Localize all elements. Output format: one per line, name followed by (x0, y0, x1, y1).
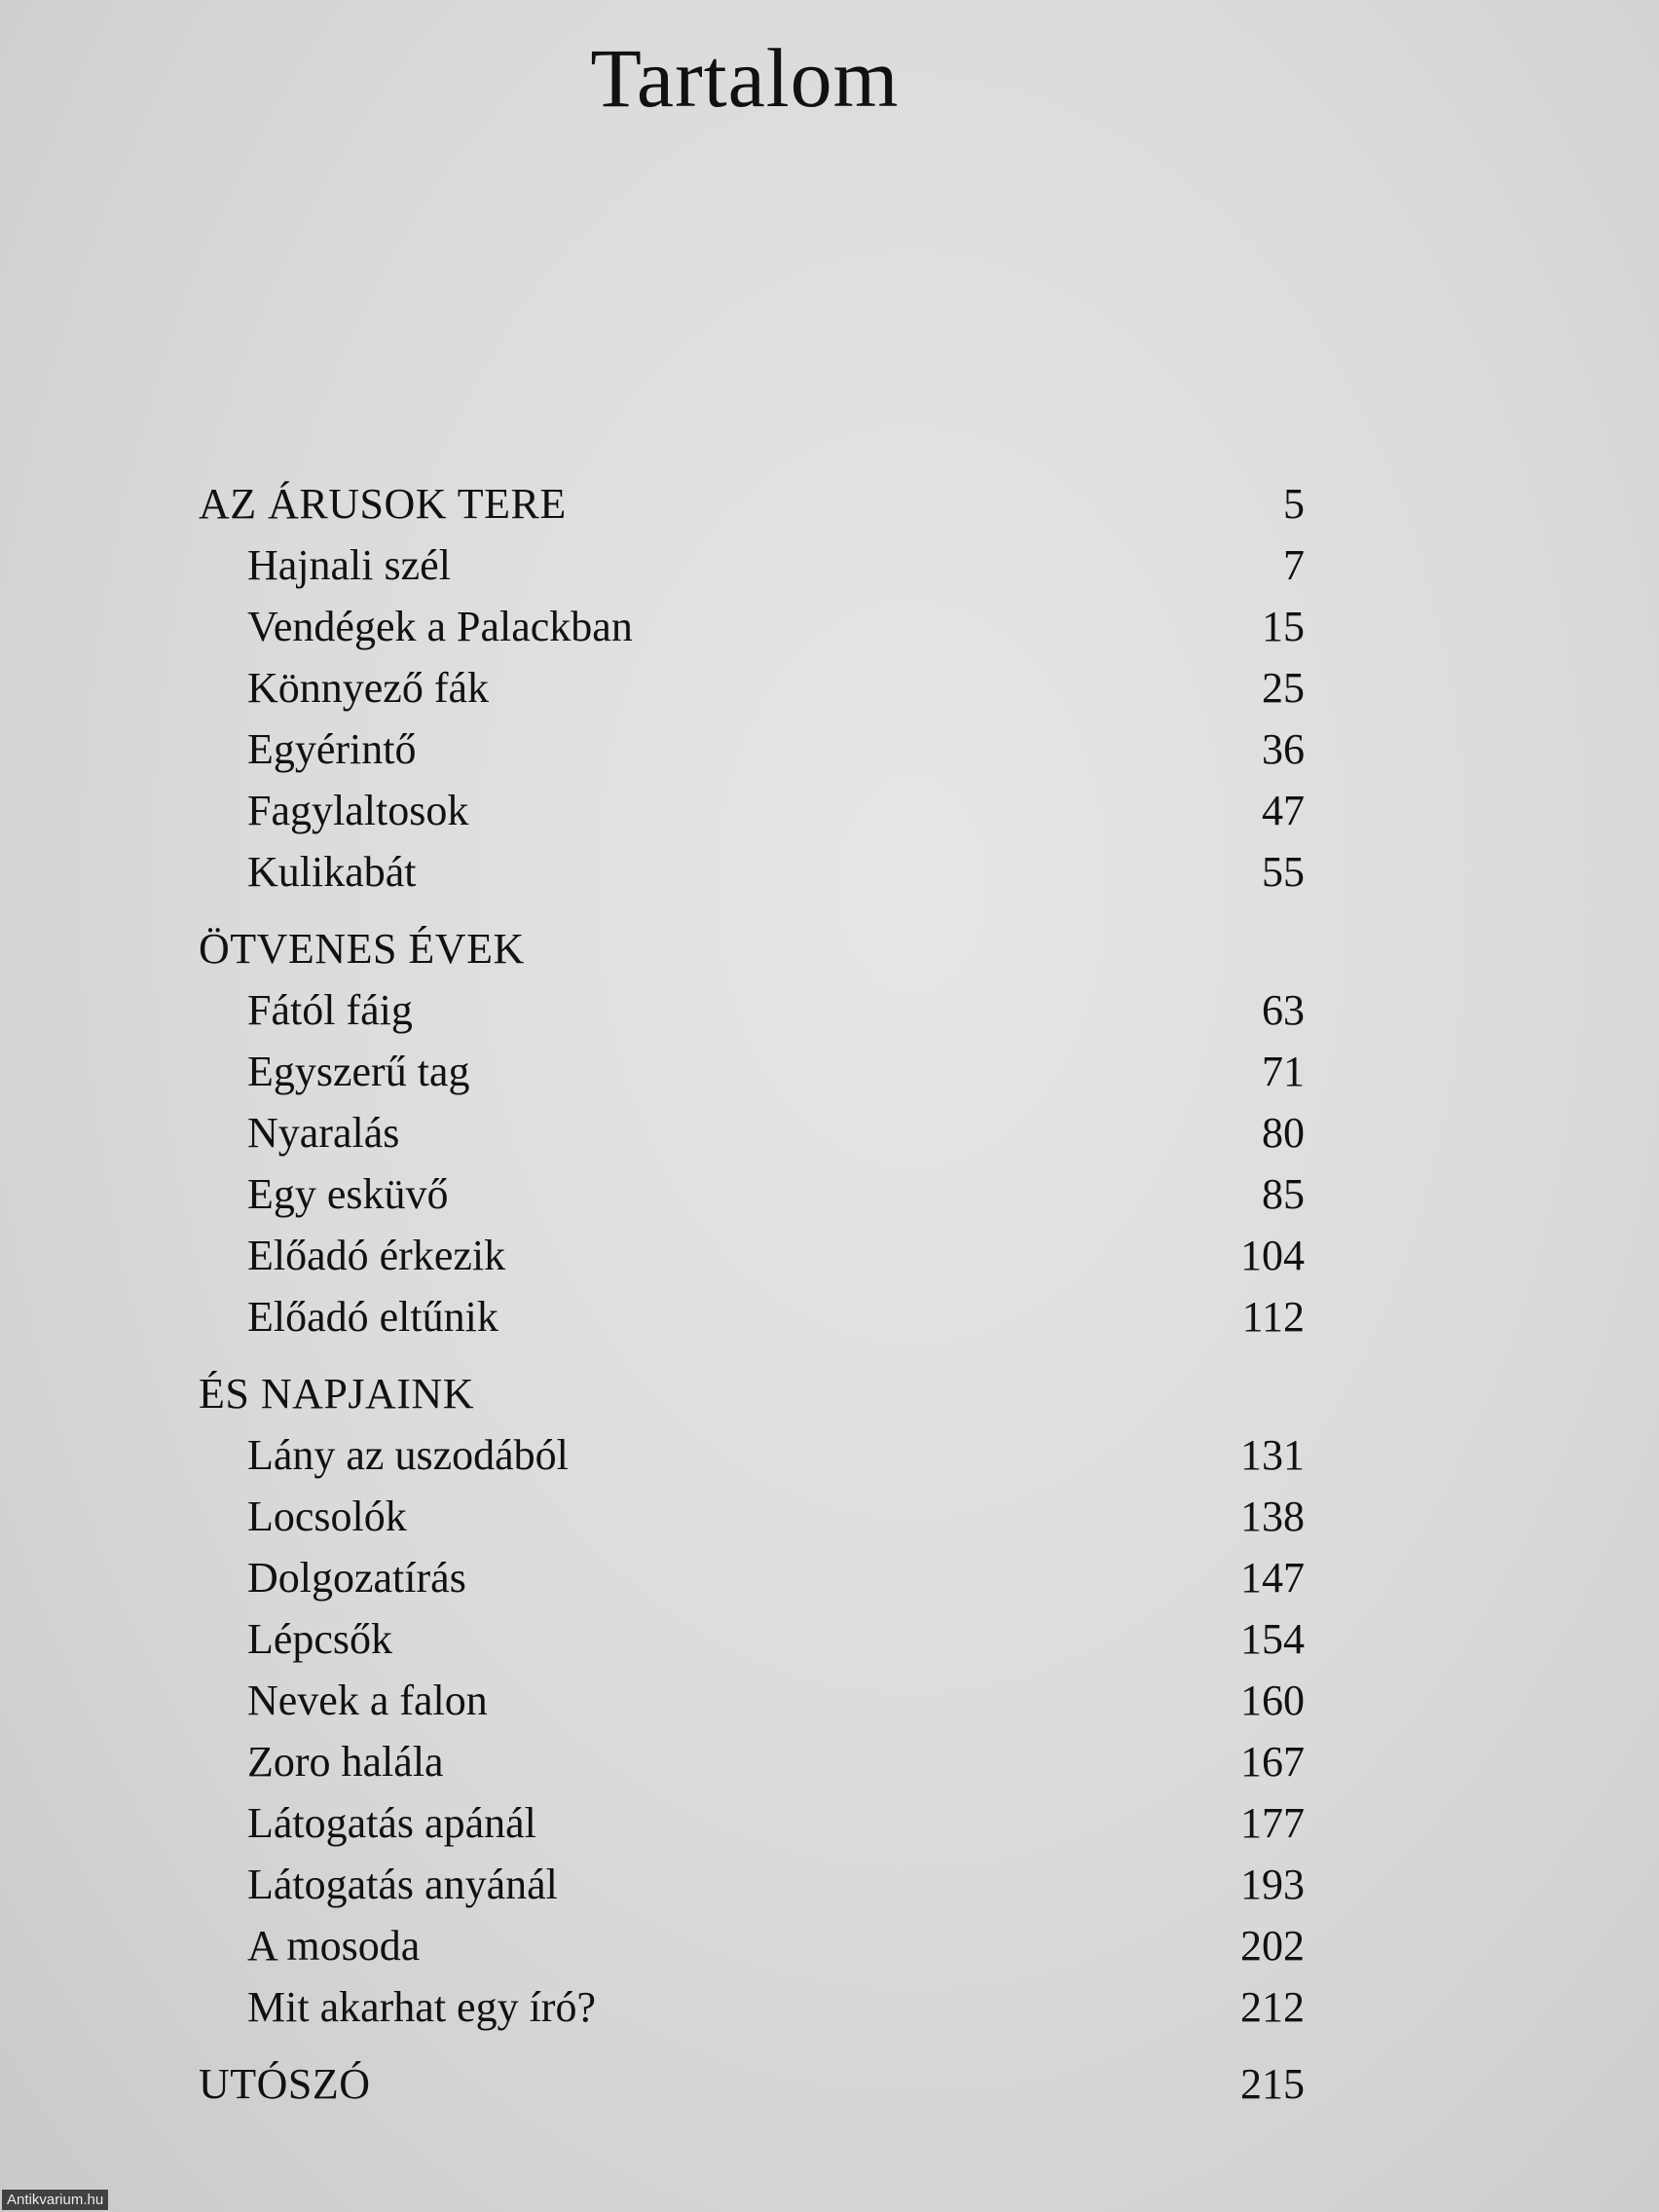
entry-page: 212 (1240, 1983, 1305, 2031)
section-heading-page: 5 (1283, 480, 1305, 528)
entry-title: Egyérintő (247, 725, 417, 773)
entry-title: Kulikabát (247, 848, 417, 896)
entry-title: Hajnali szél (247, 541, 451, 589)
section-heading-title: AZ ÁRUSOK TERE (199, 480, 567, 528)
entry-page: 63 (1262, 986, 1305, 1034)
entry-title: Előadó eltűnik (247, 1293, 498, 1341)
toc-entry (199, 1486, 1305, 1547)
entry-page: 80 (1262, 1109, 1305, 1157)
entry-page: 138 (1240, 1493, 1305, 1540)
entry-title: Nevek a falon (247, 1677, 488, 1724)
entry-title: Látogatás anyánál (247, 1861, 558, 1908)
entry-title: Dolgozatírás (247, 1554, 466, 1602)
page-title: Tartalom (590, 31, 900, 125)
toc-entry (199, 1102, 1305, 1163)
toc-section (199, 918, 1305, 1347)
entry-page: 85 (1262, 1170, 1305, 1218)
toc-section (199, 2053, 1305, 2115)
toc-entry (199, 1792, 1305, 1854)
toc-entry (199, 1547, 1305, 1608)
entry-title: Vendégek a Palackban (247, 603, 633, 650)
toc-entry (199, 657, 1305, 719)
toc-entry (199, 1041, 1305, 1102)
toc-entry (199, 841, 1305, 903)
entry-page: 160 (1240, 1677, 1305, 1724)
entry-title: Látogatás apánál (247, 1799, 536, 1847)
entry-title: Lány az uszodából (247, 1431, 569, 1479)
toc-entry (199, 979, 1305, 1041)
section-heading-title: ÖTVENES ÉVEK (199, 925, 525, 973)
toc-entry (199, 1854, 1305, 1915)
toc-entry (199, 1976, 1305, 2038)
entry-title: Lépcsők (247, 1615, 393, 1663)
entry-page: 154 (1240, 1615, 1305, 1663)
entry-page: 15 (1262, 603, 1305, 650)
entry-title: Locsolók (247, 1493, 407, 1540)
section-heading (199, 473, 1305, 535)
toc-entry (199, 780, 1305, 841)
entry-page: 167 (1240, 1738, 1305, 1786)
entry-title: Előadó érkezik (247, 1232, 506, 1279)
entry-page: 202 (1240, 1922, 1305, 1970)
entry-title: Nyaralás (247, 1109, 400, 1157)
toc-entry (199, 719, 1305, 780)
toc-entry (199, 1225, 1305, 1286)
entry-title: A mosoda (247, 1922, 421, 1970)
section-heading (199, 1363, 1305, 1424)
entry-title: Egy esküvő (247, 1170, 449, 1218)
toc-entry (199, 1424, 1305, 1486)
section-heading-title: UTÓSZÓ (199, 2060, 371, 2108)
table-of-contents (199, 473, 1305, 2130)
toc-entry (199, 1286, 1305, 1347)
toc-entry (199, 1731, 1305, 1792)
toc-entry (199, 1163, 1305, 1225)
section-heading (199, 918, 1305, 979)
entry-title: Mit akarhat egy író? (247, 1983, 596, 2031)
entry-page: 112 (1241, 1293, 1305, 1341)
toc-entry (199, 596, 1305, 657)
entry-page: 147 (1240, 1554, 1305, 1602)
entry-page: 36 (1262, 725, 1305, 773)
entry-title: Egyszerű tag (247, 1048, 470, 1095)
toc-entry (199, 535, 1305, 596)
section-heading-page: 215 (1240, 2060, 1305, 2108)
entry-page: 104 (1240, 1232, 1305, 1279)
entry-page: 55 (1262, 848, 1305, 896)
section-heading (199, 2053, 1305, 2115)
toc-section (199, 1363, 1305, 2038)
entry-page: 25 (1262, 664, 1305, 712)
entry-page: 71 (1262, 1048, 1305, 1095)
entry-title: Fától fáig (247, 986, 413, 1034)
watermark: Antikvarium.hu (2, 2190, 108, 2210)
entry-page: 177 (1240, 1799, 1305, 1847)
toc-entry (199, 1608, 1305, 1670)
entry-title: Könnyező fák (247, 664, 490, 712)
entry-page: 193 (1240, 1861, 1305, 1908)
toc-section (199, 473, 1305, 903)
entry-page: 7 (1283, 541, 1305, 589)
toc-entry (199, 1915, 1305, 1976)
section-heading-title: ÉS NAPJAINK (199, 1370, 474, 1418)
entry-title: Zoro halála (247, 1738, 444, 1786)
entry-page: 47 (1262, 787, 1305, 834)
toc-entry (199, 1670, 1305, 1731)
entry-title: Fagylaltosok (247, 787, 469, 834)
entry-page: 131 (1240, 1431, 1305, 1479)
